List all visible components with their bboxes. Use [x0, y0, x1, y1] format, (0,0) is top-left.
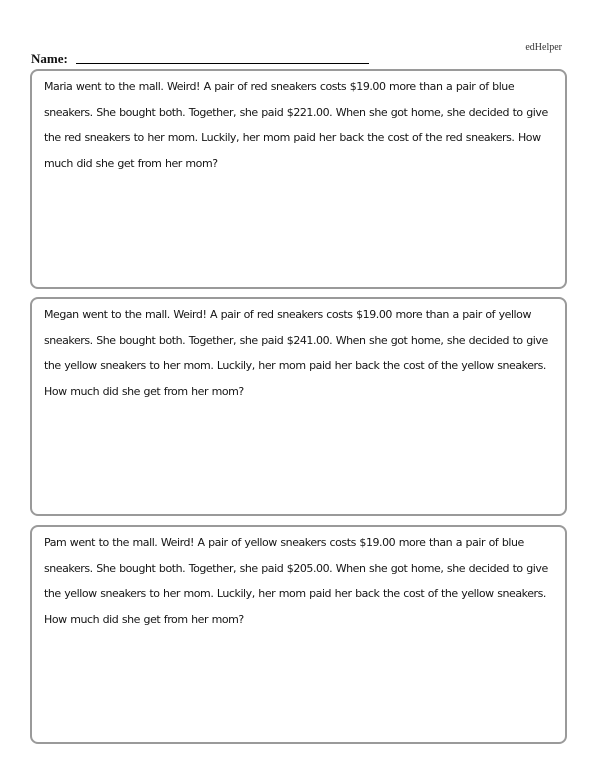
problem-box-3[interactable] [30, 525, 567, 744]
name-field [31, 51, 369, 65]
problem-box-2[interactable] [30, 297, 567, 516]
problem-box-1[interactable] [30, 69, 567, 289]
brand-label: edHelper [525, 42, 562, 53]
problem-text-2: Megan went to the mall. Weird! A pair of red sneakers costs $19.00 more than a pair of yellow sneakers. She bought both. Together, she paid $241.00. When she got home, she decided to give the yellow sneakers to her mom. Luckily, her mom paid her back the cost of the yellow sneakers. How much did she get from her mom? [44, 308, 548, 398]
problem-text-3: Pam went to the mall. Weird! A pair of yellow sneakers costs $19.00 more than a pair of blue sneakers. She bought both. Together, she paid $205.00. When she got home, she decided to give the yellow sneakers to her mom. Luckily, her mom paid her back the cost of the yellow sneakers. How much did she get from her mom? [44, 536, 548, 626]
problem-text-1: Maria went to the mall. Weird! A pair of red sneakers costs $19.00 more than a pair of blue sneakers. She bought both. Together, she paid $221.00. When she got home, she decided to give the red sneakers to her mom. Luckily, her mom paid her back the cost of the red sneakers. How much did she get from her mom? [44, 80, 548, 170]
name-label: Name: [31, 51, 68, 66]
name-write-line[interactable] [76, 62, 369, 64]
